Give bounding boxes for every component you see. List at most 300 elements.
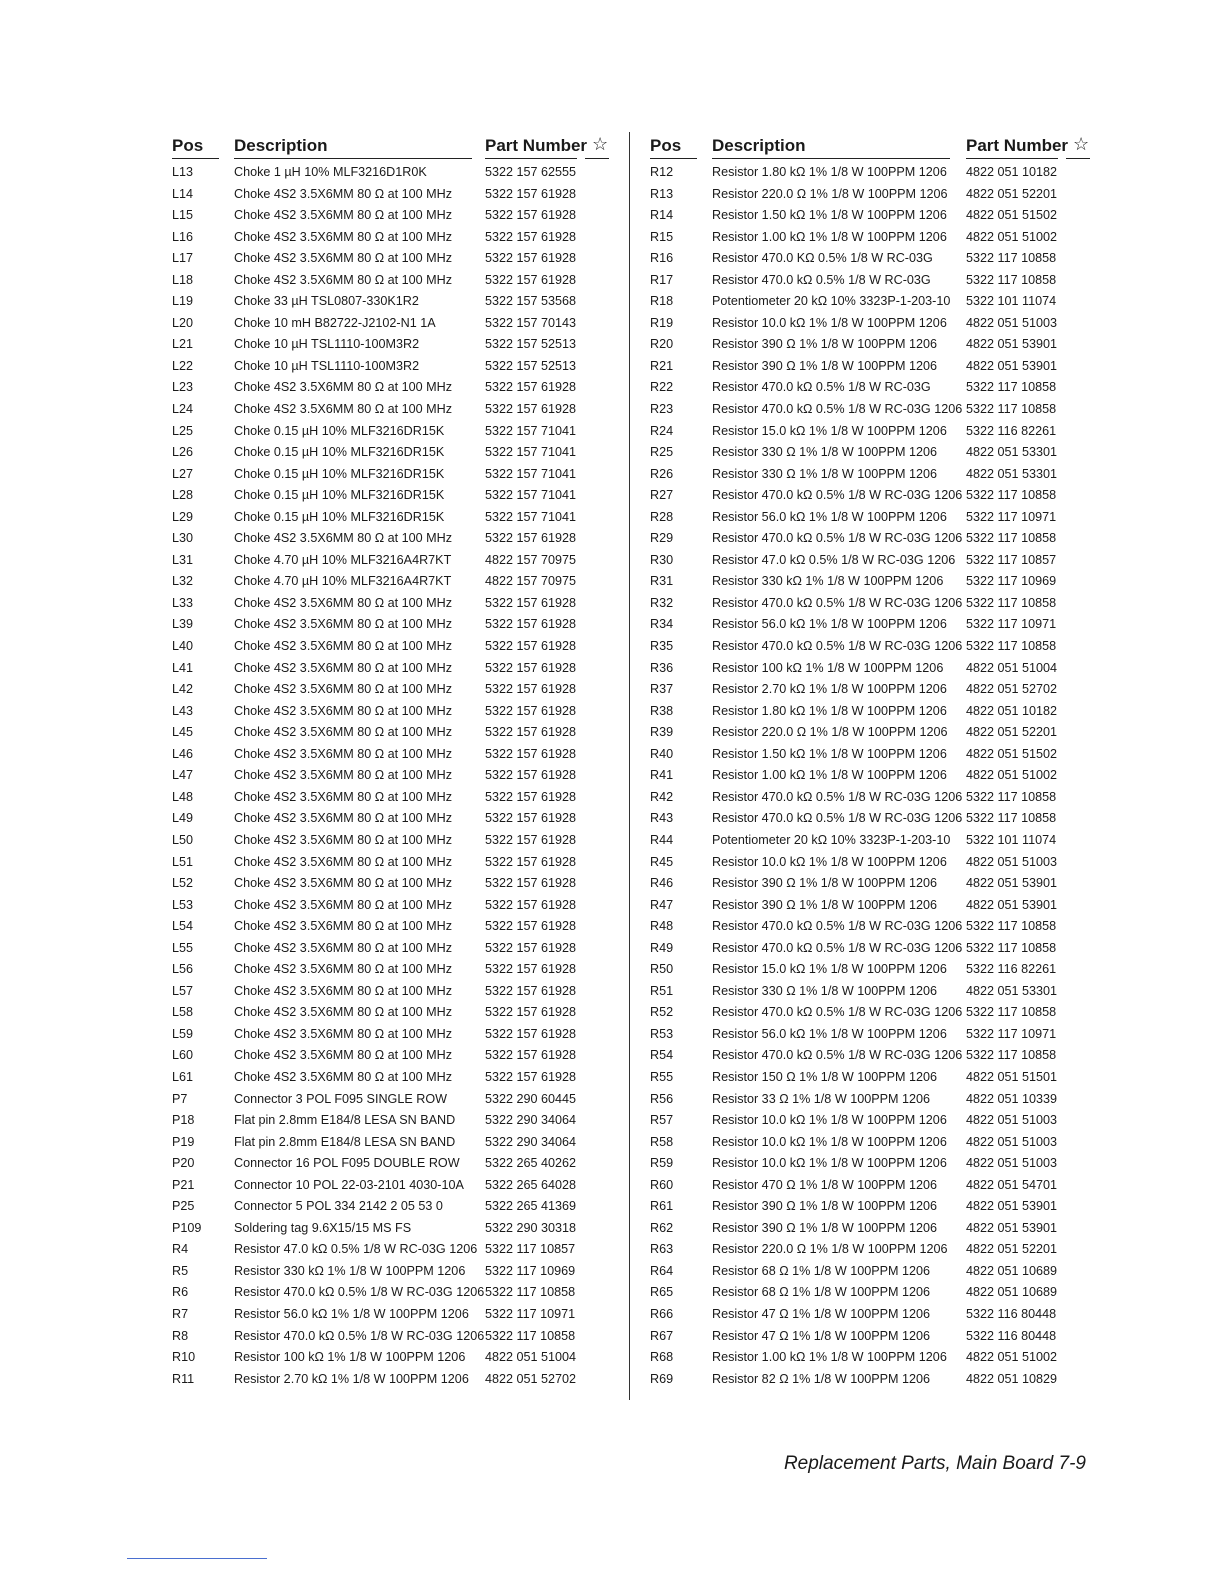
header-rule xyxy=(485,158,577,159)
table-row xyxy=(172,959,612,981)
table-row xyxy=(650,614,1100,636)
table-row xyxy=(650,1347,1100,1369)
pos-cell: R6 xyxy=(172,1285,189,1300)
table-row xyxy=(650,550,1100,572)
part-number-cell: 5322 117 10969 xyxy=(485,1263,576,1278)
part-number-cell: 5322 157 61928 xyxy=(485,962,577,977)
description-cell: Connector 16 POL F095 DOUBLE ROW xyxy=(234,1156,460,1171)
description-cell: Resistor 470.0 kΩ 0.5% 1/8 W RC-03G 1206 xyxy=(234,1285,485,1300)
part-number-cell: 5322 157 61928 xyxy=(485,531,577,546)
part-number-cell: 5322 117 10858 xyxy=(966,919,1057,934)
part-number-cell: 4822 051 52201 xyxy=(966,725,1058,740)
pos-cell: P19 xyxy=(172,1134,195,1149)
part-number-cell: 5322 290 60445 xyxy=(485,1091,577,1106)
pos-cell: R55 xyxy=(650,1069,674,1084)
table-row xyxy=(172,550,612,572)
part-number-cell: 4822 051 54701 xyxy=(966,1177,1058,1192)
description-cell: Choke 0.15 µH 10% MLF3216DR15K xyxy=(234,509,445,524)
table-row xyxy=(650,1067,1100,1089)
description-cell: Resistor 68 Ω 1% 1/8 W 100PPM 1206 xyxy=(712,1263,931,1278)
description-cell: Resistor 330 Ω 1% 1/8 W 100PPM 1206 xyxy=(712,466,938,481)
part-number-cell: 5322 117 10858 xyxy=(966,531,1057,546)
part-number-cell: 4822 051 53901 xyxy=(966,337,1058,352)
table-row xyxy=(650,464,1100,486)
part-number-cell: 4822 051 51003 xyxy=(966,854,1058,869)
part-number-cell: 5322 117 10858 xyxy=(966,811,1057,826)
pos-cell: L56 xyxy=(172,962,194,977)
pos-cell: R39 xyxy=(650,725,674,740)
description-cell: Resistor 470.0 kΩ 0.5% 1/8 W RC-03G 1206 xyxy=(712,1005,963,1020)
part-number-cell: 4822 157 70975 xyxy=(485,574,577,589)
table-row xyxy=(650,1110,1100,1132)
table-row xyxy=(650,1196,1100,1218)
table-row xyxy=(172,270,612,292)
pos-cell: L52 xyxy=(172,876,194,891)
table-row xyxy=(172,701,612,723)
table-row xyxy=(650,1304,1100,1326)
description-cell: Choke 0.15 µH 10% MLF3216DR15K xyxy=(234,445,445,460)
part-number-cell: 4822 051 53901 xyxy=(966,1199,1058,1214)
right-table-body xyxy=(650,162,1100,1390)
table-row xyxy=(172,1239,612,1261)
description-cell: Resistor 47.0 kΩ 0.5% 1/8 W RC-03G 1206 xyxy=(234,1242,478,1257)
table-row xyxy=(650,248,1100,270)
description-cell: Choke 4S2 3.5X6MM 80 Ω at 100 MHz xyxy=(234,380,453,395)
description-cell: Choke 4S2 3.5X6MM 80 Ω at 100 MHz xyxy=(234,940,453,955)
description-cell: Resistor 10.0 kΩ 1% 1/8 W 100PPM 1206 xyxy=(712,1156,947,1171)
left-table-header xyxy=(172,136,612,160)
pos-cell: L40 xyxy=(172,639,194,654)
table-row xyxy=(650,959,1100,981)
pos-cell: R26 xyxy=(650,466,674,481)
table-row xyxy=(172,356,612,378)
table-row xyxy=(650,1369,1100,1391)
part-number-cell: 5322 157 61928 xyxy=(485,768,577,783)
table-row xyxy=(172,722,612,744)
description-cell: Resistor 390 Ω 1% 1/8 W 100PPM 1206 xyxy=(712,1199,938,1214)
pos-cell: L61 xyxy=(172,1069,194,1084)
part-number-cell: 5322 265 40262 xyxy=(485,1156,577,1171)
part-number-cell: 5322 157 61928 xyxy=(485,832,577,847)
description-cell: Resistor 390 Ω 1% 1/8 W 100PPM 1206 xyxy=(712,337,938,352)
description-cell: Choke 4S2 3.5X6MM 80 Ω at 100 MHz xyxy=(234,272,453,287)
description-cell: Choke 4S2 3.5X6MM 80 Ω at 100 MHz xyxy=(234,402,453,417)
part-number-cell: 4822 051 53901 xyxy=(966,897,1058,912)
table-row xyxy=(172,421,612,443)
description-cell: Choke 4S2 3.5X6MM 80 Ω at 100 MHz xyxy=(234,1026,453,1041)
description-cell: Connector 3 POL F095 SINGLE ROW xyxy=(234,1091,448,1106)
pos-cell: L51 xyxy=(172,854,194,869)
part-number-cell: 5322 117 10858 xyxy=(966,402,1057,417)
part-number-cell: 5322 157 61928 xyxy=(485,251,577,266)
description-cell: Choke 4S2 3.5X6MM 80 Ω at 100 MHz xyxy=(234,617,453,632)
description-cell: Choke 4S2 3.5X6MM 80 Ω at 100 MHz xyxy=(234,1048,453,1063)
description-cell: Soldering tag 9.6X15/15 MS FS xyxy=(234,1220,412,1235)
description-cell: Resistor 470.0 kΩ 0.5% 1/8 W RC-03G 1206 xyxy=(712,919,963,934)
part-number-cell: 5322 157 61928 xyxy=(485,789,577,804)
description-cell: Resistor 56.0 kΩ 1% 1/8 W 100PPM 1206 xyxy=(712,1026,947,1041)
part-number-cell: 5322 117 10858 xyxy=(485,1285,576,1300)
pos-cell: R4 xyxy=(172,1242,189,1257)
pos-cell: R23 xyxy=(650,402,674,417)
pos-cell: L22 xyxy=(172,358,194,373)
description-cell: Resistor 1.50 kΩ 1% 1/8 W 100PPM 1206 xyxy=(712,746,947,761)
pos-cell: R30 xyxy=(650,552,674,567)
pos-cell: R15 xyxy=(650,229,674,244)
pos-cell: R25 xyxy=(650,445,674,460)
description-cell: Resistor 330 kΩ 1% 1/8 W 100PPM 1206 xyxy=(712,574,944,589)
pos-cell: R51 xyxy=(650,983,674,998)
description-cell: Resistor 15.0 kΩ 1% 1/8 W 100PPM 1206 xyxy=(712,962,947,977)
part-number-cell: 5322 157 61928 xyxy=(485,272,577,287)
table-row xyxy=(650,787,1100,809)
description-cell: Choke 33 µH TSL0807-330K1R2 xyxy=(234,294,419,309)
part-number-cell: 4822 051 51501 xyxy=(966,1069,1058,1084)
part-number-cell: 5322 157 61928 xyxy=(485,660,577,675)
pos-cell: L26 xyxy=(172,445,194,460)
description-cell: Resistor 470.0 kΩ 0.5% 1/8 W RC-03G xyxy=(712,380,931,395)
description-cell: Choke 4S2 3.5X6MM 80 Ω at 100 MHz xyxy=(234,746,453,761)
table-row xyxy=(650,356,1100,378)
part-number-cell: 4822 051 53301 xyxy=(966,445,1058,460)
page-footer: Replacement Parts, Main Board 7-9 xyxy=(783,1453,1086,1474)
description-cell: Choke 0.15 µH 10% MLF3216DR15K xyxy=(234,488,445,503)
part-number-cell: 5322 157 62555 xyxy=(485,165,577,179)
table-row xyxy=(650,722,1100,744)
pos-cell: R5 xyxy=(172,1263,189,1278)
table-row xyxy=(650,377,1100,399)
header-rule xyxy=(1066,158,1090,159)
pos-cell: R38 xyxy=(650,703,674,718)
description-cell: Connector 5 POL 334 2142 2 05 53 0 xyxy=(234,1199,443,1214)
pos-cell: L50 xyxy=(172,832,194,847)
pos-cell: R17 xyxy=(650,272,674,287)
pos-cell: L53 xyxy=(172,897,194,912)
pos-cell: R8 xyxy=(172,1328,189,1343)
description-cell: Resistor 470.0 KΩ 0.5% 1/8 W RC-03G xyxy=(712,251,933,266)
pos-cell: L46 xyxy=(172,746,194,761)
part-number-cell: 5322 116 82261 xyxy=(966,962,1057,977)
part-number-cell: 4822 051 53901 xyxy=(966,876,1058,891)
table-row xyxy=(650,421,1100,443)
pos-cell: R41 xyxy=(650,768,674,783)
table-row xyxy=(650,270,1100,292)
table-row xyxy=(650,162,1100,184)
table-row xyxy=(650,1261,1100,1283)
part-number-cell: 4822 051 53301 xyxy=(966,983,1058,998)
table-row xyxy=(172,227,612,249)
pos-cell: R32 xyxy=(650,595,674,610)
part-number-cell: 5322 101 11074 xyxy=(966,294,1057,309)
description-cell: Resistor 470.0 kΩ 0.5% 1/8 W RC-03G xyxy=(712,272,931,287)
part-number-cell: 5322 157 61928 xyxy=(485,617,577,632)
pos-cell: R45 xyxy=(650,854,674,869)
pos-cell: R12 xyxy=(650,165,674,179)
part-number-cell: 5322 117 10858 xyxy=(966,1048,1057,1063)
table-row xyxy=(650,981,1100,1003)
pos-cell: R69 xyxy=(650,1371,674,1386)
header-rule xyxy=(650,158,697,159)
description-cell: Resistor 330 kΩ 1% 1/8 W 100PPM 1206 xyxy=(234,1263,466,1278)
description-cell: Resistor 1.00 kΩ 1% 1/8 W 100PPM 1206 xyxy=(712,229,947,244)
part-number-cell: 5322 117 10858 xyxy=(966,789,1057,804)
description-cell: Resistor 10.0 kΩ 1% 1/8 W 100PPM 1206 xyxy=(712,1113,947,1128)
description-cell: Resistor 220.0 Ω 1% 1/8 W 100PPM 1206 xyxy=(712,1242,948,1257)
part-number-cell: 5322 290 34064 xyxy=(485,1113,577,1128)
description-cell: Resistor 56.0 kΩ 1% 1/8 W 100PPM 1206 xyxy=(234,1306,469,1321)
pos-cell: R40 xyxy=(650,746,674,761)
header-rule xyxy=(172,158,219,159)
pos-cell: R37 xyxy=(650,682,674,697)
pos-cell: P18 xyxy=(172,1113,195,1128)
table-row xyxy=(172,464,612,486)
table-row xyxy=(172,679,612,701)
description-cell: Choke 4S2 3.5X6MM 80 Ω at 100 MHz xyxy=(234,725,453,740)
description-cell: Resistor 15.0 kΩ 1% 1/8 W 100PPM 1206 xyxy=(712,423,947,438)
pos-header: Pos xyxy=(172,136,204,155)
pos-cell: R20 xyxy=(650,337,674,352)
description-cell: Resistor 47 Ω 1% 1/8 W 100PPM 1206 xyxy=(712,1328,931,1343)
pos-cell: L47 xyxy=(172,768,194,783)
pos-cell: R48 xyxy=(650,919,674,934)
part-number-cell: 5322 157 61928 xyxy=(485,983,577,998)
part-number-cell: 5322 117 10858 xyxy=(966,940,1057,955)
description-cell: Resistor 82 Ω 1% 1/8 W 100PPM 1206 xyxy=(712,1371,931,1386)
description-cell: Choke 4S2 3.5X6MM 80 Ω at 100 MHz xyxy=(234,854,453,869)
description-cell: Resistor 470.0 kΩ 0.5% 1/8 W RC-03G 1206 xyxy=(712,595,963,610)
part-number-cell: 5322 157 61928 xyxy=(485,208,577,223)
part-number-cell: 5322 157 61928 xyxy=(485,746,577,761)
pos-cell: R63 xyxy=(650,1242,674,1257)
pos-cell: R11 xyxy=(172,1371,195,1386)
description-cell: Resistor 390 Ω 1% 1/8 W 100PPM 1206 xyxy=(712,897,938,912)
description-cell: Resistor 47.0 kΩ 0.5% 1/8 W RC-03G 1206 xyxy=(712,552,956,567)
part-number-cell: 4822 157 70975 xyxy=(485,552,577,567)
footnote-rule xyxy=(127,1558,267,1559)
description-cell: Choke 4S2 3.5X6MM 80 Ω at 100 MHz xyxy=(234,531,453,546)
description-cell: Choke 4.70 µH 10% MLF3216A4R7KT xyxy=(234,552,452,567)
description-cell: Resistor 390 Ω 1% 1/8 W 100PPM 1206 xyxy=(712,876,938,891)
part-number-cell: 5322 157 52513 xyxy=(485,337,577,352)
table-row xyxy=(172,248,612,270)
pos-cell: L17 xyxy=(172,251,194,266)
part-number-cell: 4822 051 51003 xyxy=(966,1156,1058,1171)
part-number-cell: 5322 265 41369 xyxy=(485,1199,577,1214)
part-number-cell: 5322 117 10858 xyxy=(966,1005,1057,1020)
part-number-cell: 5322 157 61928 xyxy=(485,703,577,718)
pos-cell: R10 xyxy=(172,1350,196,1365)
part-number-cell: 5322 157 61928 xyxy=(485,1026,577,1041)
table-row xyxy=(172,507,612,529)
description-cell: Choke 4S2 3.5X6MM 80 Ω at 100 MHz xyxy=(234,186,453,201)
part-number-cell: 5322 157 71041 xyxy=(485,466,577,481)
pos-cell: R19 xyxy=(650,315,674,330)
part-number-cell: 5322 117 10971 xyxy=(966,617,1057,632)
description-cell: Choke 10 µH TSL1110-100M3R2 xyxy=(234,358,420,373)
description-cell: Resistor 470.0 kΩ 0.5% 1/8 W RC-03G 1206 xyxy=(712,789,963,804)
part-number-cell: 4822 051 51002 xyxy=(966,1350,1058,1365)
description-cell: Resistor 2.70 kΩ 1% 1/8 W 100PPM 1206 xyxy=(712,682,947,697)
description-cell: Resistor 1.00 kΩ 1% 1/8 W 100PPM 1206 xyxy=(712,1350,947,1365)
table-row xyxy=(172,334,612,356)
part-number-cell: 5322 157 61928 xyxy=(485,940,577,955)
pos-cell: L60 xyxy=(172,1048,194,1063)
pos-cell: R18 xyxy=(650,294,674,309)
table-row xyxy=(650,1239,1100,1261)
pos-cell: L27 xyxy=(172,466,194,481)
table-row xyxy=(172,205,612,227)
part-number-cell: 5322 157 61928 xyxy=(485,1048,577,1063)
column-divider xyxy=(629,132,630,1400)
table-row xyxy=(650,1282,1100,1304)
table-row xyxy=(172,981,612,1003)
part-number-cell: 5322 157 61928 xyxy=(485,402,577,417)
description-cell: Choke 4S2 3.5X6MM 80 Ω at 100 MHz xyxy=(234,229,453,244)
table-row xyxy=(650,852,1100,874)
part-number-cell: 5322 116 82261 xyxy=(966,423,1057,438)
part-number-cell: 4822 051 51002 xyxy=(966,229,1058,244)
pos-cell: R50 xyxy=(650,962,674,977)
table-row xyxy=(650,528,1100,550)
part-number-cell: 4822 051 51502 xyxy=(966,208,1058,223)
pos-cell: R13 xyxy=(650,186,674,201)
table-row xyxy=(650,1045,1100,1067)
pos-cell: P21 xyxy=(172,1177,195,1192)
pos-cell: L55 xyxy=(172,940,194,955)
part-number-cell: 5322 157 61928 xyxy=(485,595,577,610)
part-number-cell: 4822 051 51502 xyxy=(966,746,1058,761)
part-number-cell: 5322 157 71041 xyxy=(485,445,577,460)
pos-cell: P20 xyxy=(172,1156,195,1171)
description-cell: Resistor 10.0 kΩ 1% 1/8 W 100PPM 1206 xyxy=(712,1134,947,1149)
pos-cell: R58 xyxy=(650,1134,674,1149)
description-cell: Resistor 100 kΩ 1% 1/8 W 100PPM 1206 xyxy=(234,1350,466,1365)
table-row xyxy=(172,1347,612,1369)
part-number-cell: 5322 157 61928 xyxy=(485,811,577,826)
table-row xyxy=(650,1089,1100,1111)
description-cell: Choke 4S2 3.5X6MM 80 Ω at 100 MHz xyxy=(234,811,453,826)
description-cell: Resistor 390 Ω 1% 1/8 W 100PPM 1206 xyxy=(712,1220,938,1235)
pos-cell: L20 xyxy=(172,315,194,330)
description-cell: Resistor 100 kΩ 1% 1/8 W 100PPM 1206 xyxy=(712,660,944,675)
pos-cell: R42 xyxy=(650,789,674,804)
part-number-cell: 4822 051 51003 xyxy=(966,315,1058,330)
table-row xyxy=(650,765,1100,787)
right-parts-table xyxy=(650,134,1100,1386)
part-number-cell: 5322 117 10858 xyxy=(966,639,1057,654)
pos-cell: R14 xyxy=(650,208,674,223)
pos-cell: P109 xyxy=(172,1220,202,1235)
part-number-cell: 5322 117 10969 xyxy=(966,574,1057,589)
description-cell: Resistor 56.0 kΩ 1% 1/8 W 100PPM 1206 xyxy=(712,509,947,524)
header-rule xyxy=(966,158,1058,159)
header-rule xyxy=(712,158,950,159)
table-row xyxy=(650,1153,1100,1175)
pos-cell: L30 xyxy=(172,531,194,546)
pos-cell: L43 xyxy=(172,703,194,718)
pos-cell: R16 xyxy=(650,251,674,266)
description-cell: Choke 4S2 3.5X6MM 80 Ω at 100 MHz xyxy=(234,639,453,654)
table-row xyxy=(172,593,612,615)
part-number-cell: 4822 051 10689 xyxy=(966,1285,1058,1300)
part-number-cell: 5322 117 10858 xyxy=(966,251,1057,266)
pos-cell: R59 xyxy=(650,1156,674,1171)
pos-cell: R44 xyxy=(650,832,674,847)
table-row xyxy=(650,291,1100,313)
part-number-cell: 5322 265 64028 xyxy=(485,1177,577,1192)
left-table-body xyxy=(172,162,612,1390)
description-cell: Resistor 47 Ω 1% 1/8 W 100PPM 1206 xyxy=(712,1306,931,1321)
part-number-cell: 5322 157 71041 xyxy=(485,423,577,438)
description-cell: Resistor 1.50 kΩ 1% 1/8 W 100PPM 1206 xyxy=(712,208,947,223)
description-cell: Resistor 220.0 Ω 1% 1/8 W 100PPM 1206 xyxy=(712,725,948,740)
pos-cell: L16 xyxy=(172,229,194,244)
pos-cell: L54 xyxy=(172,919,194,934)
pos-cell: R29 xyxy=(650,531,674,546)
part-number-cell: 5322 157 53568 xyxy=(485,294,577,309)
description-cell: Choke 4S2 3.5X6MM 80 Ω at 100 MHz xyxy=(234,682,453,697)
description-cell: Choke 4.70 µH 10% MLF3216A4R7KT xyxy=(234,574,452,589)
description-cell: Flat pin 2.8mm E184/8 LESA SN BAND xyxy=(234,1113,456,1128)
description-header: Description xyxy=(234,136,328,155)
pos-cell: R64 xyxy=(650,1263,674,1278)
pos-cell: L33 xyxy=(172,595,194,610)
table-row xyxy=(650,205,1100,227)
part-number-cell: 4822 051 52702 xyxy=(485,1371,577,1386)
table-row xyxy=(172,485,612,507)
table-row xyxy=(172,528,612,550)
pos-cell: L19 xyxy=(172,294,194,309)
table-row xyxy=(172,1304,612,1326)
description-cell: Choke 4S2 3.5X6MM 80 Ω at 100 MHz xyxy=(234,660,453,675)
table-row xyxy=(172,1024,612,1046)
part-number-cell: 5322 117 10857 xyxy=(966,552,1057,567)
description-cell: Connector 10 POL 22-03-2101 4030-10A xyxy=(234,1177,464,1192)
part-number-cell: 5322 157 52513 xyxy=(485,358,577,373)
description-header: Description xyxy=(712,136,806,155)
description-cell: Resistor 330 Ω 1% 1/8 W 100PPM 1206 xyxy=(712,445,938,460)
part-number-header: Part Number xyxy=(485,136,588,155)
pos-cell: R68 xyxy=(650,1350,674,1365)
description-cell: Choke 0.15 µH 10% MLF3216DR15K xyxy=(234,423,445,438)
left-parts-table xyxy=(172,134,612,1386)
part-number-cell: 5322 290 34064 xyxy=(485,1134,577,1149)
table-row xyxy=(650,636,1100,658)
table-row xyxy=(650,313,1100,335)
table-row xyxy=(172,895,612,917)
table-row xyxy=(650,593,1100,615)
description-cell: Resistor 470.0 kΩ 0.5% 1/8 W RC-03G 1206 xyxy=(712,1048,963,1063)
table-row xyxy=(650,227,1100,249)
table-row xyxy=(172,744,612,766)
description-cell: Resistor 470.0 kΩ 0.5% 1/8 W RC-03G 1206 xyxy=(234,1328,485,1343)
part-number-cell: 4822 051 51003 xyxy=(966,1113,1058,1128)
description-cell: Resistor 10.0 kΩ 1% 1/8 W 100PPM 1206 xyxy=(712,854,947,869)
part-number-cell: 5322 117 10858 xyxy=(966,488,1057,503)
pos-cell: L25 xyxy=(172,423,194,438)
table-row xyxy=(172,1175,612,1197)
table-row xyxy=(172,1153,612,1175)
pos-cell: R52 xyxy=(650,1005,674,1020)
table-row xyxy=(650,1326,1100,1348)
table-row xyxy=(650,485,1100,507)
table-row xyxy=(650,334,1100,356)
table-row xyxy=(172,916,612,938)
part-number-cell: 5322 157 70143 xyxy=(485,315,577,330)
pos-cell: R53 xyxy=(650,1026,674,1041)
star-icon: ☆ xyxy=(592,134,609,154)
pos-cell: R27 xyxy=(650,488,674,503)
